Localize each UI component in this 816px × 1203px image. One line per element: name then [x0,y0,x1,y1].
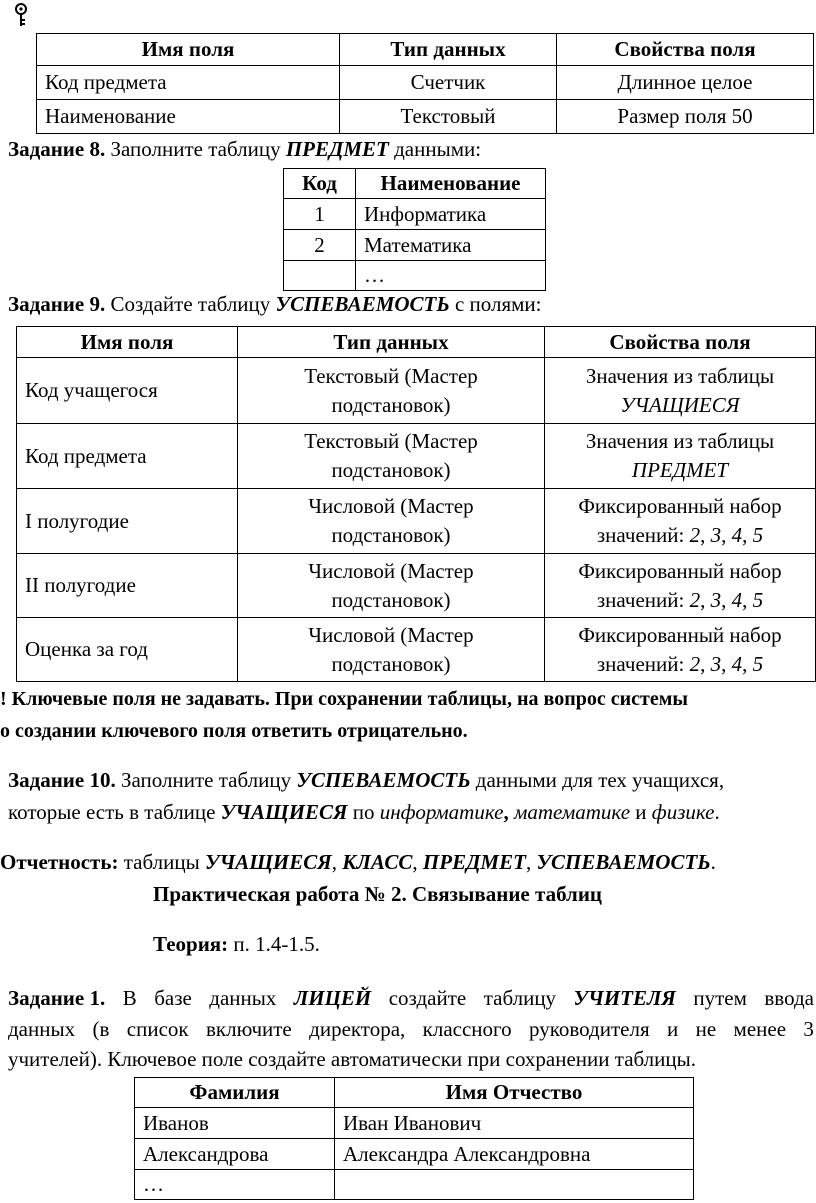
grade-value: 2 [689,523,701,547]
word: директора, [309,1017,406,1041]
table-cell: Код предмета [17,424,238,489]
table-cell [238,358,545,424]
cell-line: Значения из таблицы [585,429,775,453]
task-label: Задание 10. [8,768,116,792]
cell-line: Фиксированный набор [578,558,782,583]
task-label: Задание 1. [8,986,106,1010]
header-field-properties: Свойства поля [545,327,816,358]
task-text: и [635,800,647,824]
warning-note-line-2: о создании ключевого поля ответить отрицательно. [0,720,468,742]
table-cell: Наименование [37,100,340,134]
table-cell [545,618,816,682]
word: таблицу [483,986,557,1010]
theory-line [153,929,320,959]
cell-line: Значения из таблицы [585,363,775,388]
grade-value: 3 [710,651,722,676]
task-text: данными для тех учащихся, [475,768,725,792]
cell-line: Числовой (Мастер [308,494,474,518]
table-cell: Текстовый [340,100,557,134]
period: . [714,800,720,824]
header-field-properties: Свойства поля [557,34,814,66]
table-cell [238,618,545,682]
table-cell: Счетчик [340,66,557,100]
table-cell [238,489,545,554]
cell-line: Числовой (Мастер [308,622,474,647]
table-cell: Код предмета [37,66,340,100]
grade-value: 5 [752,587,764,612]
table-cell: Информатика [356,199,546,230]
period: . [710,850,716,874]
comma: , [503,800,509,824]
word: список [126,1017,189,1041]
task-10-line-1 [8,765,724,795]
cell-line: значений: 2, 3, 4, 5 [596,523,764,547]
header-name-patronymic: Имя Отчество [335,1078,694,1108]
predmet-data-table [283,168,546,291]
word: менее [733,1017,787,1041]
task-text: с полями: [454,292,542,316]
task-10-line-2 [8,797,720,827]
table-cell [545,554,816,618]
cell-line: подстановок) [331,392,451,417]
grade-value: 3 [710,523,722,547]
table-cell: 1 [284,199,356,230]
task-label: Задание 8. [8,137,106,161]
cell-line: УЧАЩИЕСЯ [620,392,740,417]
grade-value: 2 [689,651,701,676]
fields-table-predmet [36,33,814,134]
table-cell: I полугодие [17,489,238,554]
word: путем [693,986,747,1010]
table-name: КЛАСС [342,850,413,874]
theory-label: Теория: [153,932,229,956]
word: В [122,986,137,1010]
word: данных [8,1017,76,1041]
key-icon [10,2,32,28]
cell-line: подстановок) [331,458,451,482]
word: (в [92,1017,110,1041]
table-cell: Длинное целое [557,66,814,100]
cell-line: подстановок) [331,523,451,547]
cell-line: подстановок) [331,651,451,676]
word: базе [154,986,192,1010]
word: не [695,1017,717,1041]
header-field-name: Имя поля [37,34,340,66]
grade-value: 3 [710,587,722,612]
header-field-name: Имя поля [17,327,238,358]
report-label: Отчетность: [0,850,119,874]
cell-line: Текстовый (Мастер [304,363,478,388]
header-name: Наименование [356,169,546,199]
theory-text: п. 1.4-1.5. [233,932,320,956]
grade-value: 4 [731,651,743,676]
cell-line: подстановок) [331,587,451,612]
cell-line: значений: 2, 3, 4, 5 [596,651,764,676]
table-cell: Александра Александровна [335,1139,694,1170]
cell-line: Числовой (Мастер [308,558,474,583]
table-cell [545,424,816,489]
table-cell [545,358,816,424]
table-name: УЧАЩИЕСЯ [204,850,332,874]
cell-line: Фиксированный набор [578,622,782,647]
task-text: Заполните таблицу [110,137,281,161]
header-surname: Фамилия [135,1078,335,1108]
header-code: Код [284,169,356,199]
grade-value: 2 [689,587,701,612]
table-cell [238,554,545,618]
separator: , [331,850,337,874]
table-cell [335,1170,694,1200]
header-data-type: Тип данных [340,34,557,66]
table-cell: … [135,1170,335,1200]
database-name: ЛИЦЕЙ [293,986,372,1010]
table-cell: Иван Иванович [335,1108,694,1139]
table-cell: II полугодие [17,554,238,618]
table-name: ПРЕДМЕТ [285,137,389,161]
table-name: УСПЕВАЕМОСТЬ [275,292,450,316]
word: данных [209,986,277,1010]
table-name: УСПЕВАЕМОСТЬ [536,850,711,874]
separator: , [412,850,418,874]
table-cell: Математика [356,230,546,261]
task-text: данными: [394,137,482,161]
table-cell: Код учащегося [17,358,238,424]
task-text: которые есть в таблице [8,800,216,824]
task-1-line-1 [8,983,814,1013]
cell-line: значений: 2, 3, 4, 5 [596,587,764,612]
task-8-paragraph [8,134,481,164]
table-cell: Размер поля 50 [557,100,814,134]
task-1-line-2 [8,1014,814,1044]
word: 3 [803,1017,814,1041]
table-cell [284,261,356,291]
task-1-line-3: учителей). Ключевое поле создайте автоматически при сохранении таблицы. [8,1047,696,1071]
grade-value: 5 [752,523,764,547]
report-line [0,847,716,877]
table-cell: 2 [284,230,356,261]
table-cell [545,489,816,554]
task-label: Задание 9. [8,292,106,316]
table-cell: Александрова [135,1139,335,1170]
word: руководителя [529,1017,650,1041]
cell-line: Текстовый (Мастер [304,429,478,453]
report-text: таблицы [123,850,200,874]
table-cell: Оценка за год [17,618,238,682]
task-text: Создайте таблицу [110,292,271,316]
table-cell [238,424,545,489]
word: создайте [388,986,467,1010]
teachers-data-table [134,1077,694,1200]
subject-name: информатике [379,800,504,824]
word: включите [205,1017,292,1041]
cell-line: Фиксированный набор [578,494,782,518]
warning-note-line-1: ! Ключевые поля не задавать. При сохранении таблицы, на вопрос системы [0,688,688,710]
subject-name: физике [651,800,715,824]
word: классного [422,1017,512,1041]
table-name: УЧАЩИЕСЯ [220,800,348,824]
subject-name: математике [513,800,631,824]
word: и [666,1017,679,1041]
uspevaemost-fields-table [16,326,816,682]
grade-value: 5 [752,651,764,676]
table-name: УСПЕВАЕМОСТЬ [296,768,471,792]
separator: , [525,850,532,874]
practical-work-title: Практическая работа № 2. Связывание таблиц [153,882,603,906]
task-9-paragraph [8,289,542,319]
table-name: УЧИТЕЛЯ [573,986,676,1010]
grade-value: 4 [731,587,743,612]
grade-value: 4 [731,523,743,547]
table-cell: … [356,261,546,291]
header-data-type: Тип данных [238,327,545,358]
word: ввода [764,986,814,1010]
task-text: Заполните таблицу [120,768,292,792]
cell-line: ПРЕДМЕТ [631,458,729,482]
table-cell: Иванов [135,1108,335,1139]
table-name: ПРЕДМЕТ [422,850,526,874]
task-text: по [352,800,375,824]
